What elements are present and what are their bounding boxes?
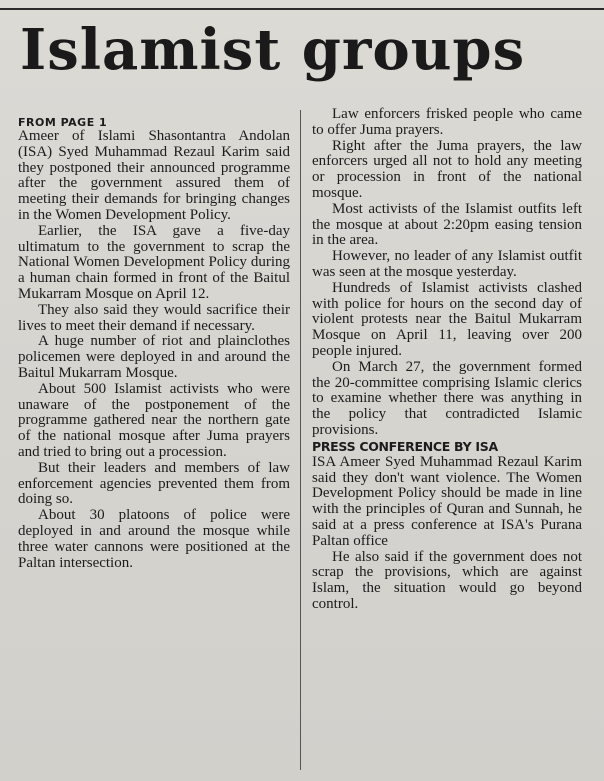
column-divider <box>300 110 301 770</box>
left-paragraph-4: A huge number of riot and plainclothes policemen were deployed in and around the Baitul Mukarram Mosque. <box>18 333 290 381</box>
top-rule <box>0 8 604 10</box>
right-column <box>312 107 582 613</box>
right-paragraph-1: Law enforcers frisked people who came to offer Juma prayers. <box>312 106 582 138</box>
right-paragraph-3: Most activists of the Islamist outfits left the mosque at about 2:20pm easing tension in the area. <box>312 200 582 249</box>
left-paragraph-2: Earlier, the ISA gave a five-day ultimatum to the government to scrap the National Women Development Policy during a human chain formed in front of the Baitul Mukarram Mosque on April 12. <box>18 222 290 302</box>
right-paragraph-8: He also said if the government does not scrap the provisions, which are against Islam, the situation would go beyond control. <box>312 548 582 612</box>
from-page-label: FROM PAGE 1 <box>18 116 108 129</box>
right-paragraph-7: ISA Ameer Syed Muhammad Rezaul Karim said they don't want violence. The Women Development Policy should be made in line with the principles of Quran and Sunnah, he said at a press conference at ISA's Purana Paltan office <box>312 453 582 549</box>
left-paragraph-7: About 30 platoons of police were deployed in and around the mosque while three water cannons were positioned at the Paltan intersection. <box>18 507 290 571</box>
left-paragraph-1: Ameer of Islami Shasontantra Andolan (ISA) Syed Muhammad Rezaul Karim said they postponed their announced programme after the government assured them of meeting their demands for bringing changes in the Women Development Policy. <box>18 128 290 223</box>
right-paragraph-5: Hundreds of Islamist activists clashed with police for hours on the second day of violent protests near the Baitul Mukarram Mosque on April 11, leaving over 200 people injured. <box>312 279 582 359</box>
subheading-press-conference: PRESS CONFERENCE BY ISA <box>312 438 498 454</box>
right-paragraph-6: On March 27, the government formed the 20-committee comprising Islamic clerics to examine whether there was anything in the policy that contradicted Islamic provisions. <box>312 358 582 438</box>
right-paragraph-2: Right after the Juma prayers, the law enforcers urged all not to hold any meeting or procession in front of the national mosque. <box>312 137 582 201</box>
headline: Islamist groups <box>20 17 526 83</box>
left-paragraph-5: About 500 Islamist activists who were unaware of the postponement of the programme gathered near the northern gate of the national mosque after Juma prayers and tried to bring out a procession. <box>18 380 290 460</box>
left-paragraph-6: But their leaders and members of law enforcement agencies prevented them from doing so. <box>18 459 290 508</box>
left-paragraph-3: They also said they would sacrifice their lives to meet their demand if necessary. <box>18 301 290 334</box>
left-column <box>18 116 290 571</box>
right-paragraph-4: However, no leader of any Islamist outfit was seen at the mosque yesterday. <box>312 248 582 280</box>
